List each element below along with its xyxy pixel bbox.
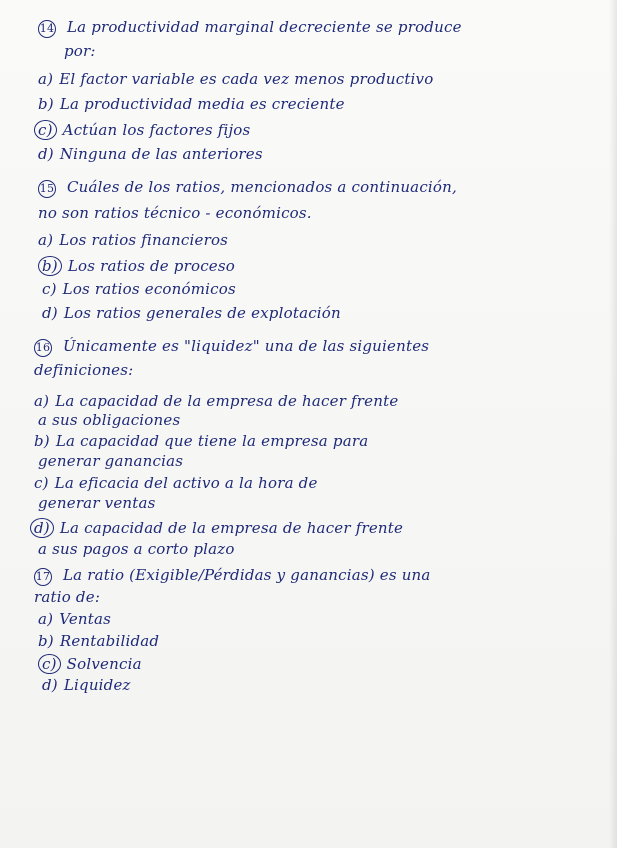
question-16-option-c-line-1 <box>34 474 318 492</box>
question-16-option-c-line-2 <box>38 494 156 512</box>
page-edge-shadow <box>609 0 617 848</box>
question-15-option-c <box>42 280 236 298</box>
question-prompt: Únicamente es "liquidez" una de las siguientes <box>62 337 430 355</box>
question-17-option-d <box>42 676 131 694</box>
option-text: Solvencia <box>66 655 142 673</box>
option-text: Actúan los factores fijos <box>62 121 251 139</box>
option-text-cont: a sus pagos a corto plazo <box>38 540 235 558</box>
question-15-line-1 <box>38 178 457 198</box>
question-16-line-2 <box>34 361 133 379</box>
question-number-badge: 15 <box>38 180 56 198</box>
question-number-badge: 17 <box>34 568 52 586</box>
question-15-option-b <box>42 256 235 276</box>
option-letter: a) <box>34 392 50 410</box>
option-text: Ventas <box>59 610 112 628</box>
question-14-line-2 <box>64 42 96 60</box>
option-letter: c) <box>42 280 57 298</box>
option-text: Los ratios generales de explotación <box>63 304 341 322</box>
question-16-option-a-line-1 <box>34 392 398 410</box>
question-16-line-1 <box>34 337 429 357</box>
question-16-option-b-line-1 <box>34 432 368 450</box>
option-letter: d) <box>38 145 54 163</box>
question-prompt-cont: por: <box>64 42 96 60</box>
option-text: El factor variable es cada vez menos productivo <box>59 70 434 88</box>
question-17-line-1 <box>34 566 431 586</box>
option-text: Ninguna de las anteriores <box>59 145 263 163</box>
question-15-line-2 <box>38 204 312 222</box>
option-text: Los ratios económicos <box>62 280 236 298</box>
option-letter-selected: d) <box>30 518 54 538</box>
option-text: Liquidez <box>63 676 131 694</box>
option-letter: c) <box>34 474 49 492</box>
question-16-option-a-line-2 <box>38 411 180 429</box>
question-14-option-b <box>38 95 345 113</box>
question-prompt: Cuáles de los ratios, mencionados a continuación, <box>66 178 457 196</box>
question-number-badge: 16 <box>34 339 52 357</box>
option-text-cont: generar ganancias <box>38 452 184 470</box>
question-prompt: La productividad marginal decreciente se produce <box>66 18 462 36</box>
option-letter: a) <box>38 231 54 249</box>
question-16-option-b-line-2 <box>38 452 183 470</box>
question-prompt-cont: definiciones: <box>34 361 134 379</box>
option-text: Los ratios de proceso <box>67 257 236 275</box>
option-letter: b) <box>34 432 50 450</box>
option-letter-selected: c) <box>34 120 57 140</box>
question-17-option-b <box>38 632 159 650</box>
option-letter: b) <box>38 95 54 113</box>
question-14-option-a <box>38 70 433 88</box>
question-17-option-a <box>38 610 111 628</box>
question-17-option-c <box>42 654 142 674</box>
question-number-badge: 14 <box>38 20 56 38</box>
option-letter: d) <box>42 304 58 322</box>
question-14-option-c <box>38 120 250 140</box>
question-16-option-d-line-1 <box>34 518 403 538</box>
question-17-line-2 <box>34 588 100 606</box>
option-letter-selected: b) <box>38 256 62 276</box>
question-15-option-d <box>42 304 341 322</box>
option-letter: b) <box>38 632 54 650</box>
question-14-option-d <box>38 145 263 163</box>
option-letter: a) <box>38 610 54 628</box>
question-15-option-a <box>38 231 228 249</box>
option-text-cont: a sus obligaciones <box>38 411 181 429</box>
question-14-line-1 <box>38 18 462 38</box>
question-prompt-cont: ratio de: <box>34 588 101 606</box>
option-letter-selected: c) <box>38 654 61 674</box>
option-text: La capacidad de la empresa de hacer frente <box>55 392 399 410</box>
option-letter: a) <box>38 70 54 88</box>
option-text: Los ratios financieros <box>59 231 229 249</box>
option-text: Rentabilidad <box>59 632 160 650</box>
option-text: La productividad media es creciente <box>59 95 345 113</box>
question-prompt-cont: no son ratios técnico - económicos. <box>38 204 312 222</box>
question-prompt: La ratio (Exigible/Pérdidas y ganancias) es una <box>62 566 431 584</box>
option-text-cont: generar ventas <box>38 494 156 512</box>
option-text: La eficacia del activo a la hora de <box>54 474 318 492</box>
question-16-option-d-line-2 <box>38 540 235 558</box>
option-letter: d) <box>42 676 58 694</box>
option-text: La capacidad que tiene la empresa para <box>55 432 369 450</box>
option-text: La capacidad de la empresa de hacer frente <box>59 519 404 537</box>
